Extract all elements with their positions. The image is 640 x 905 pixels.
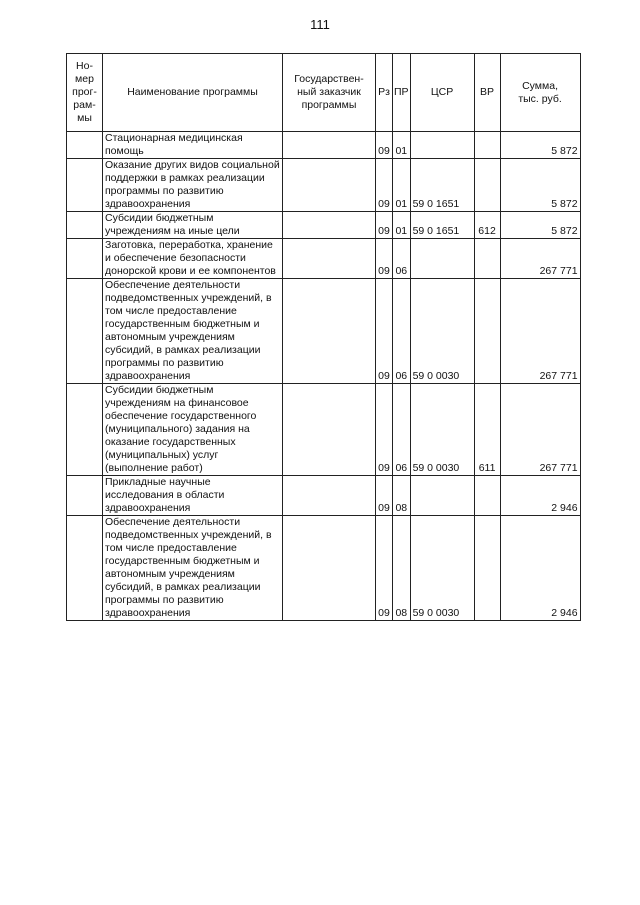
table-row [67,476,581,516]
table-header-row [67,54,581,132]
csr-cell: 59 0 1651 [410,212,474,239]
rz-cell: 09 [376,212,393,239]
rz-cell: 09 [376,239,393,279]
table-row [67,384,581,476]
program-number-cell [67,239,103,279]
pr-cell: 08 [393,476,411,516]
program-name-cell: Заготовка, переработка, хранение и обеспечение безопасности донорской крови и ее компонентов [103,239,283,279]
rz-cell: 09 [376,516,393,621]
vr-cell: 611 [474,384,500,476]
program-name-cell: Прикладные научные исследования в области здравоохранения [103,476,283,516]
vr-cell: 612 [474,212,500,239]
vr-cell [474,132,500,159]
sum-cell: 5 872 [500,212,580,239]
csr-cell [410,239,474,279]
state-customer-cell [283,159,376,212]
header-program-name: Наименование программы [103,54,283,132]
rz-cell: 09 [376,159,393,212]
vr-cell [474,239,500,279]
program-name-cell: Стационарная медицинская помощь [103,132,283,159]
program-number-cell [67,212,103,239]
rz-cell: 09 [376,384,393,476]
header-program-number: Но- мер прог- рам- мы [67,54,103,132]
budget-table [66,53,581,621]
csr-cell: 59 0 0030 [410,384,474,476]
vr-cell [474,476,500,516]
pr-cell: 06 [393,239,411,279]
pr-cell: 01 [393,132,411,159]
rz-cell: 09 [376,476,393,516]
rz-cell: 09 [376,132,393,159]
state-customer-cell [283,516,376,621]
program-name-cell: Субсидии бюджетным учреждениям на иные цели [103,212,283,239]
header-sum: Сумма, тыс. руб. [500,54,580,132]
state-customer-cell [283,279,376,384]
state-customer-cell [283,384,376,476]
header-state-customer: Государствен- ный заказчик программы [283,54,376,132]
program-number-cell [67,132,103,159]
sum-cell: 267 771 [500,279,580,384]
table-row [67,212,581,239]
header-csr: ЦСР [410,54,474,132]
table-row [67,159,581,212]
header-rz: Рз [376,54,393,132]
vr-cell [474,279,500,384]
csr-cell: 59 0 0030 [410,279,474,384]
header-vr: ВР [474,54,500,132]
csr-cell [410,132,474,159]
pr-cell: 08 [393,516,411,621]
csr-cell: 59 0 0030 [410,516,474,621]
program-name-cell: Субсидии бюджетным учреждениям на финансовое обеспечение государственного (муниципального) задания на оказание государственных (муниципальных) услуг (выполнение работ) [103,384,283,476]
sum-cell: 267 771 [500,239,580,279]
pr-cell: 06 [393,279,411,384]
state-customer-cell [283,476,376,516]
program-number-cell [67,279,103,384]
sum-cell: 2 946 [500,516,580,621]
state-customer-cell [283,212,376,239]
page-number: 111 [310,17,330,32]
sum-cell: 267 771 [500,384,580,476]
table-row [67,516,581,621]
program-name-cell: Обеспечение деятельности подведомственных учреждений, в том числе предоставление государственным бюджетным и автономным учреждениям субсидий, в рамках реализации программы по развитию здравоохранения [103,516,283,621]
program-number-cell [67,476,103,516]
program-number-cell [67,159,103,212]
pr-cell: 06 [393,384,411,476]
sum-cell: 2 946 [500,476,580,516]
program-name-cell: Оказание других видов социальной поддержки в рамках реализации программы по развитию здравоохранения [103,159,283,212]
state-customer-cell [283,239,376,279]
sum-cell: 5 872 [500,159,580,212]
csr-cell: 59 0 1651 [410,159,474,212]
program-number-cell [67,384,103,476]
program-name-cell: Обеспечение деятельности подведомственных учреждений, в том числе предоставление государственным бюджетным и автономным учреждениям субсидий, в рамках реализации программы по развитию здравоохранения [103,279,283,384]
pr-cell: 01 [393,212,411,239]
csr-cell [410,476,474,516]
vr-cell [474,516,500,621]
state-customer-cell [283,132,376,159]
table-row [67,279,581,384]
rz-cell: 09 [376,279,393,384]
sum-cell: 5 872 [500,132,580,159]
vr-cell [474,159,500,212]
pr-cell: 01 [393,159,411,212]
header-pr: ПР [393,54,411,132]
table-row [67,132,581,159]
program-number-cell [67,516,103,621]
table-row [67,239,581,279]
